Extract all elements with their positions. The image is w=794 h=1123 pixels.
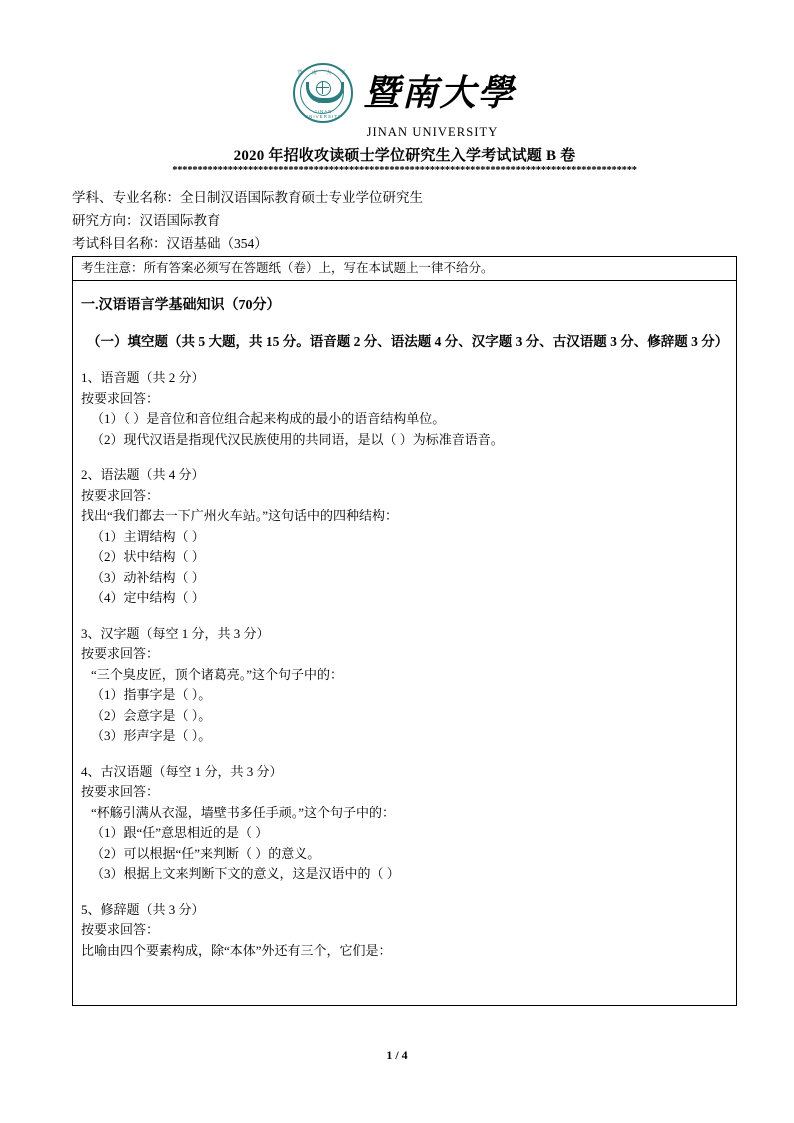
question-item: （1）（ ）是音位和音位组合起来构成的最小的语音结构单位。 [91, 411, 446, 426]
question-instruction: 按要求回答： [81, 487, 160, 503]
question-instruction: 按要求回答： [81, 390, 160, 406]
question-item: （4）定中结构（ ） [91, 590, 205, 605]
page-title: 2020 年招收攻读硕士学位研究生入学考试试题 B 卷 [233, 148, 576, 164]
question-block [81, 624, 728, 747]
candidate-notice: 考生注意：所有答案必须写在答题纸（卷）上，写在本试题上一律不给分。 [73, 257, 736, 281]
question-block [81, 465, 728, 609]
university-name-english: JINAN UNIVERSITY [366, 125, 499, 139]
question-instruction: 按要求回答： [81, 922, 160, 937]
question-item: （1）指事字是（ ）。 [91, 687, 212, 702]
exam-header-fields [72, 186, 737, 255]
question-block [81, 368, 728, 450]
question-item: （3）形声字是（ ）。 [91, 728, 212, 743]
crest-arc-bottom-text: JINAN UNIVERSITY [304, 109, 343, 119]
university-name-chinese: 暨南大學 [363, 72, 516, 114]
question-title: 5、修辞题（共 3 分） [81, 901, 205, 917]
university-logo-row [72, 62, 737, 124]
question-title: 3、汉字题（每空 1 分，共 3 分） [81, 625, 270, 641]
question-item: （2）可以根据“任”来判断（ ）的意义。 [91, 845, 321, 861]
question-instruction: 按要求回答： [81, 646, 160, 661]
question-stem: 比喻由四个要素构成，除“本体”外还有三个，它们是： [81, 942, 392, 958]
question-title: 4、古汉语题（每空 1 分，共 3 分） [81, 763, 283, 779]
crest-founding-year: 1906 [317, 99, 330, 105]
field-discipline: 学科、专业名称：全日制汉语国际教育硕士专业学位研究生 [72, 190, 423, 205]
masthead [72, 62, 737, 178]
crest-arc-top-text: 暨 南 大 学 [297, 69, 350, 76]
exam-content-box [72, 256, 737, 1006]
section-heading: 一.汉语语言学基础知识（70分） [81, 298, 281, 313]
jinan-university-crest-icon [293, 63, 353, 123]
asterisk-separator: ******************************************************************************************** [172, 166, 637, 176]
page-number: 1 / 4 [386, 1048, 408, 1062]
question-item: （2）现代汉语是指现代汉民族使用的共同语，是以（ ）为标准音语音。 [91, 431, 504, 447]
page-footer [0, 1048, 794, 1063]
field-subject-name: 考试科目名称：汉语基础（354） [72, 236, 268, 251]
field-research-direction: 研究方向：汉语国际教育 [72, 213, 221, 228]
question-block [81, 762, 728, 885]
question-title: 2、语法题（共 4 分） [81, 467, 205, 482]
question-item: （2）状中结构（ ） [91, 549, 205, 564]
question-stem: 找出“我们都去一下广州火车站。”这句话中的四种结构： [81, 508, 399, 523]
question-item: （1）主谓结构（ ） [91, 528, 205, 544]
question-item: （3）根据上文来判断下文的意义，这是汉语中的（ ） [91, 866, 400, 881]
question-block [81, 900, 728, 962]
question-item: （3）动补结构（ ） [91, 569, 205, 585]
exam-body [73, 281, 736, 961]
question-stem: “杯觞引满从衣湿，墙壁书多任手顽。”这个句子中的： [91, 804, 396, 820]
question-stem: “三个臭皮匠，顶个诸葛亮。”这个句子中的： [91, 666, 344, 682]
question-item: （2）会意字是（ ）。 [91, 707, 212, 723]
question-instruction: 按要求回答： [81, 784, 160, 799]
question-item: （1）跟“任”意思相近的是（ ） [91, 825, 269, 840]
subsection-heading: （一）填空题（共 5 大题，共 15 分。语音题 2 分、语法题 4 分、汉字题 3 分、古汉语题 3 分、修辞题 3 分） [87, 334, 729, 349]
question-title: 1、语音题（共 2 分） [81, 370, 205, 385]
